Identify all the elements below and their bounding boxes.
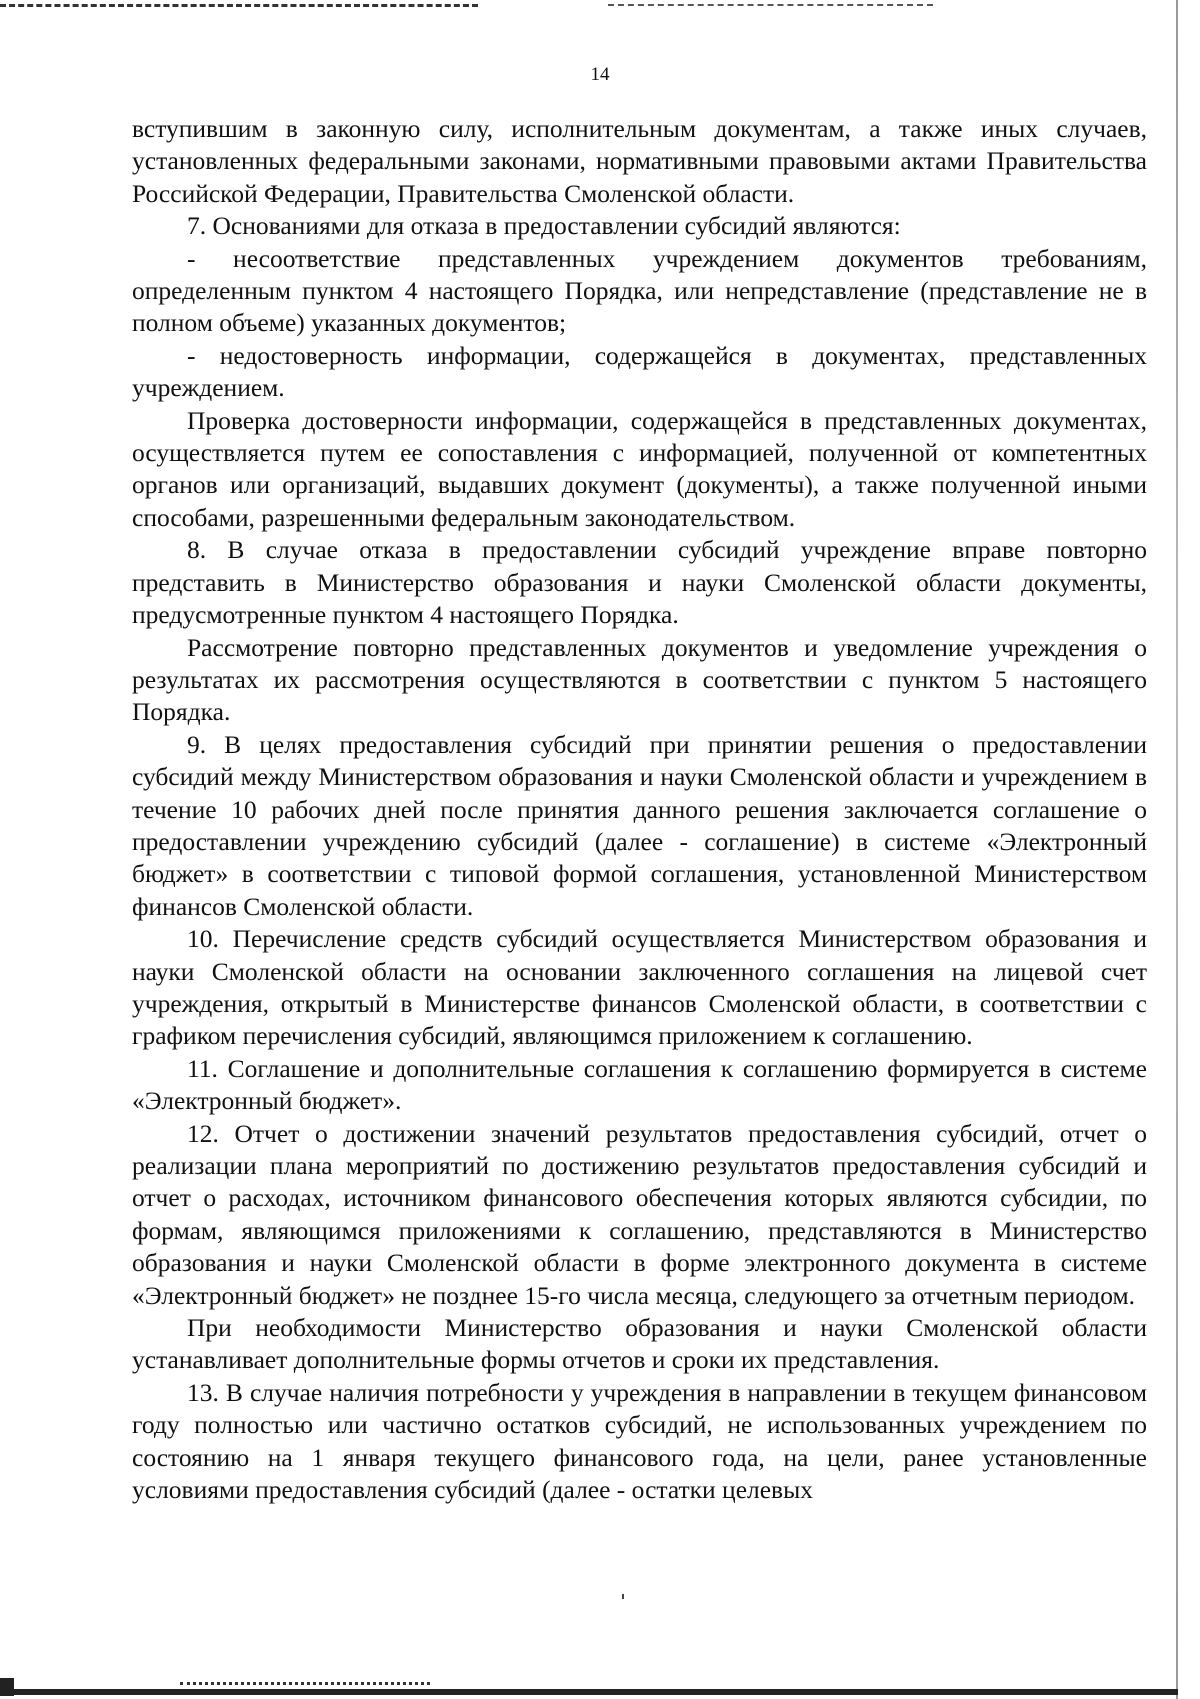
scan-edge-artifact bbox=[608, 4, 933, 6]
paragraph: - несоответствие представленных учреждением документов требованиям, определенным пунктом 4 настоящего Порядка, или непредставление (представление не в полном объеме) указанных документов; bbox=[132, 243, 1147, 338]
paragraph: вступившим в законную силу, исполнительным документам, а также иных случаев, установленных федеральными законами, нормативными правовыми актами Правительства Российской Федерации, Правительства Смоленской области. bbox=[132, 114, 1147, 208]
paragraph: 8. В случае отказа в предоставлении субсидий учреждение вправе повторно представить в Министерство образования и науки Смоленской области документы, предусмотренные пунктом 4 настоящего Порядка. bbox=[132, 535, 1147, 630]
scan-edge-artifact bbox=[0, 1689, 1178, 1695]
paragraph: - недостоверность информации, содержащейся в документах, представленных учреждением. bbox=[132, 340, 1147, 403]
paragraph: При необходимости Министерство образования и науки Смоленской области устанавливает дополнительные формы отчетов и сроки их представления. bbox=[132, 1313, 1147, 1375]
page-number: 14 bbox=[590, 64, 610, 85]
paragraph: 7. Основаниями для отказа в предоставлении субсидий являются: bbox=[187, 211, 901, 241]
document-body bbox=[132, 113, 1147, 1506]
paragraph: 9. В целях предоставления субсидий при принятии решения о предоставлении субсидий между Министерством образования и науки Смоленской области и учреждением в течение 10 рабочих дней после принятия данного решения заключается соглашение о предоставлении учреждению субсидий (далее - соглашение) в системе «Электронный бюджет» в соответствии с типовой формой соглашения, установленной Министерством финансов Смоленской области. bbox=[132, 729, 1147, 921]
paragraph: Проверка достоверности информации, содержащейся в представленных документах, осуществляется путем ее сопоставления с информацией, полученной от компетентных органов или организаций, выдавших документ (документы), а также полученной иными способами, разрешенными федеральным законодательством. bbox=[132, 405, 1147, 532]
paragraph: 10. Перечисление средств субсидий осуществляется Министерством образования и науки Смоленской области на основании заключенного соглашения на лицевой счет учреждения, открытый в Министерстве финансов Смоленской области, в соответствии с графиком перечисления субсидий, являющимся приложением к соглашению. bbox=[132, 924, 1147, 1051]
paragraph: 11. Соглашение и дополнительные соглашения к соглашению формируется в системе «Электронный бюджет». bbox=[132, 1053, 1147, 1116]
paragraph: Рассмотрение повторно представленных документов и уведомление учреждения о результатах их рассмотрения осуществляются в соответствии с пунктом 5 настоящего Порядка. bbox=[132, 632, 1147, 727]
scan-speck bbox=[622, 1594, 624, 1599]
paragraph: 13. В случае наличия потребности у учреждения в направлении в текущем финансовом году полностью или частично остатков субсидий, не использованных учреждением по состоянию на 1 января текущего финансового года, на цели, ранее установленные условиями предоставления субсидий (далее - остатки целевых bbox=[132, 1377, 1147, 1505]
scan-edge-artifact bbox=[0, 4, 478, 7]
paragraph: 12. Отчет о достижении значений результатов предоставления субсидий, отчет о реализации плана мероприятий по достижению результатов предоставления субсидий и отчет о расходах, источником финансового обеспечения которых являются субсидии, по формам, являющимся приложениями к соглашению, представляются в Министерство образования и науки Смоленской области в форме электронного документа в системе «Электронный бюджет» не позднее 15-го числа месяца, следующего за отчетным периодом. bbox=[132, 1118, 1147, 1310]
scan-edge-artifact bbox=[1176, 0, 1178, 1699]
